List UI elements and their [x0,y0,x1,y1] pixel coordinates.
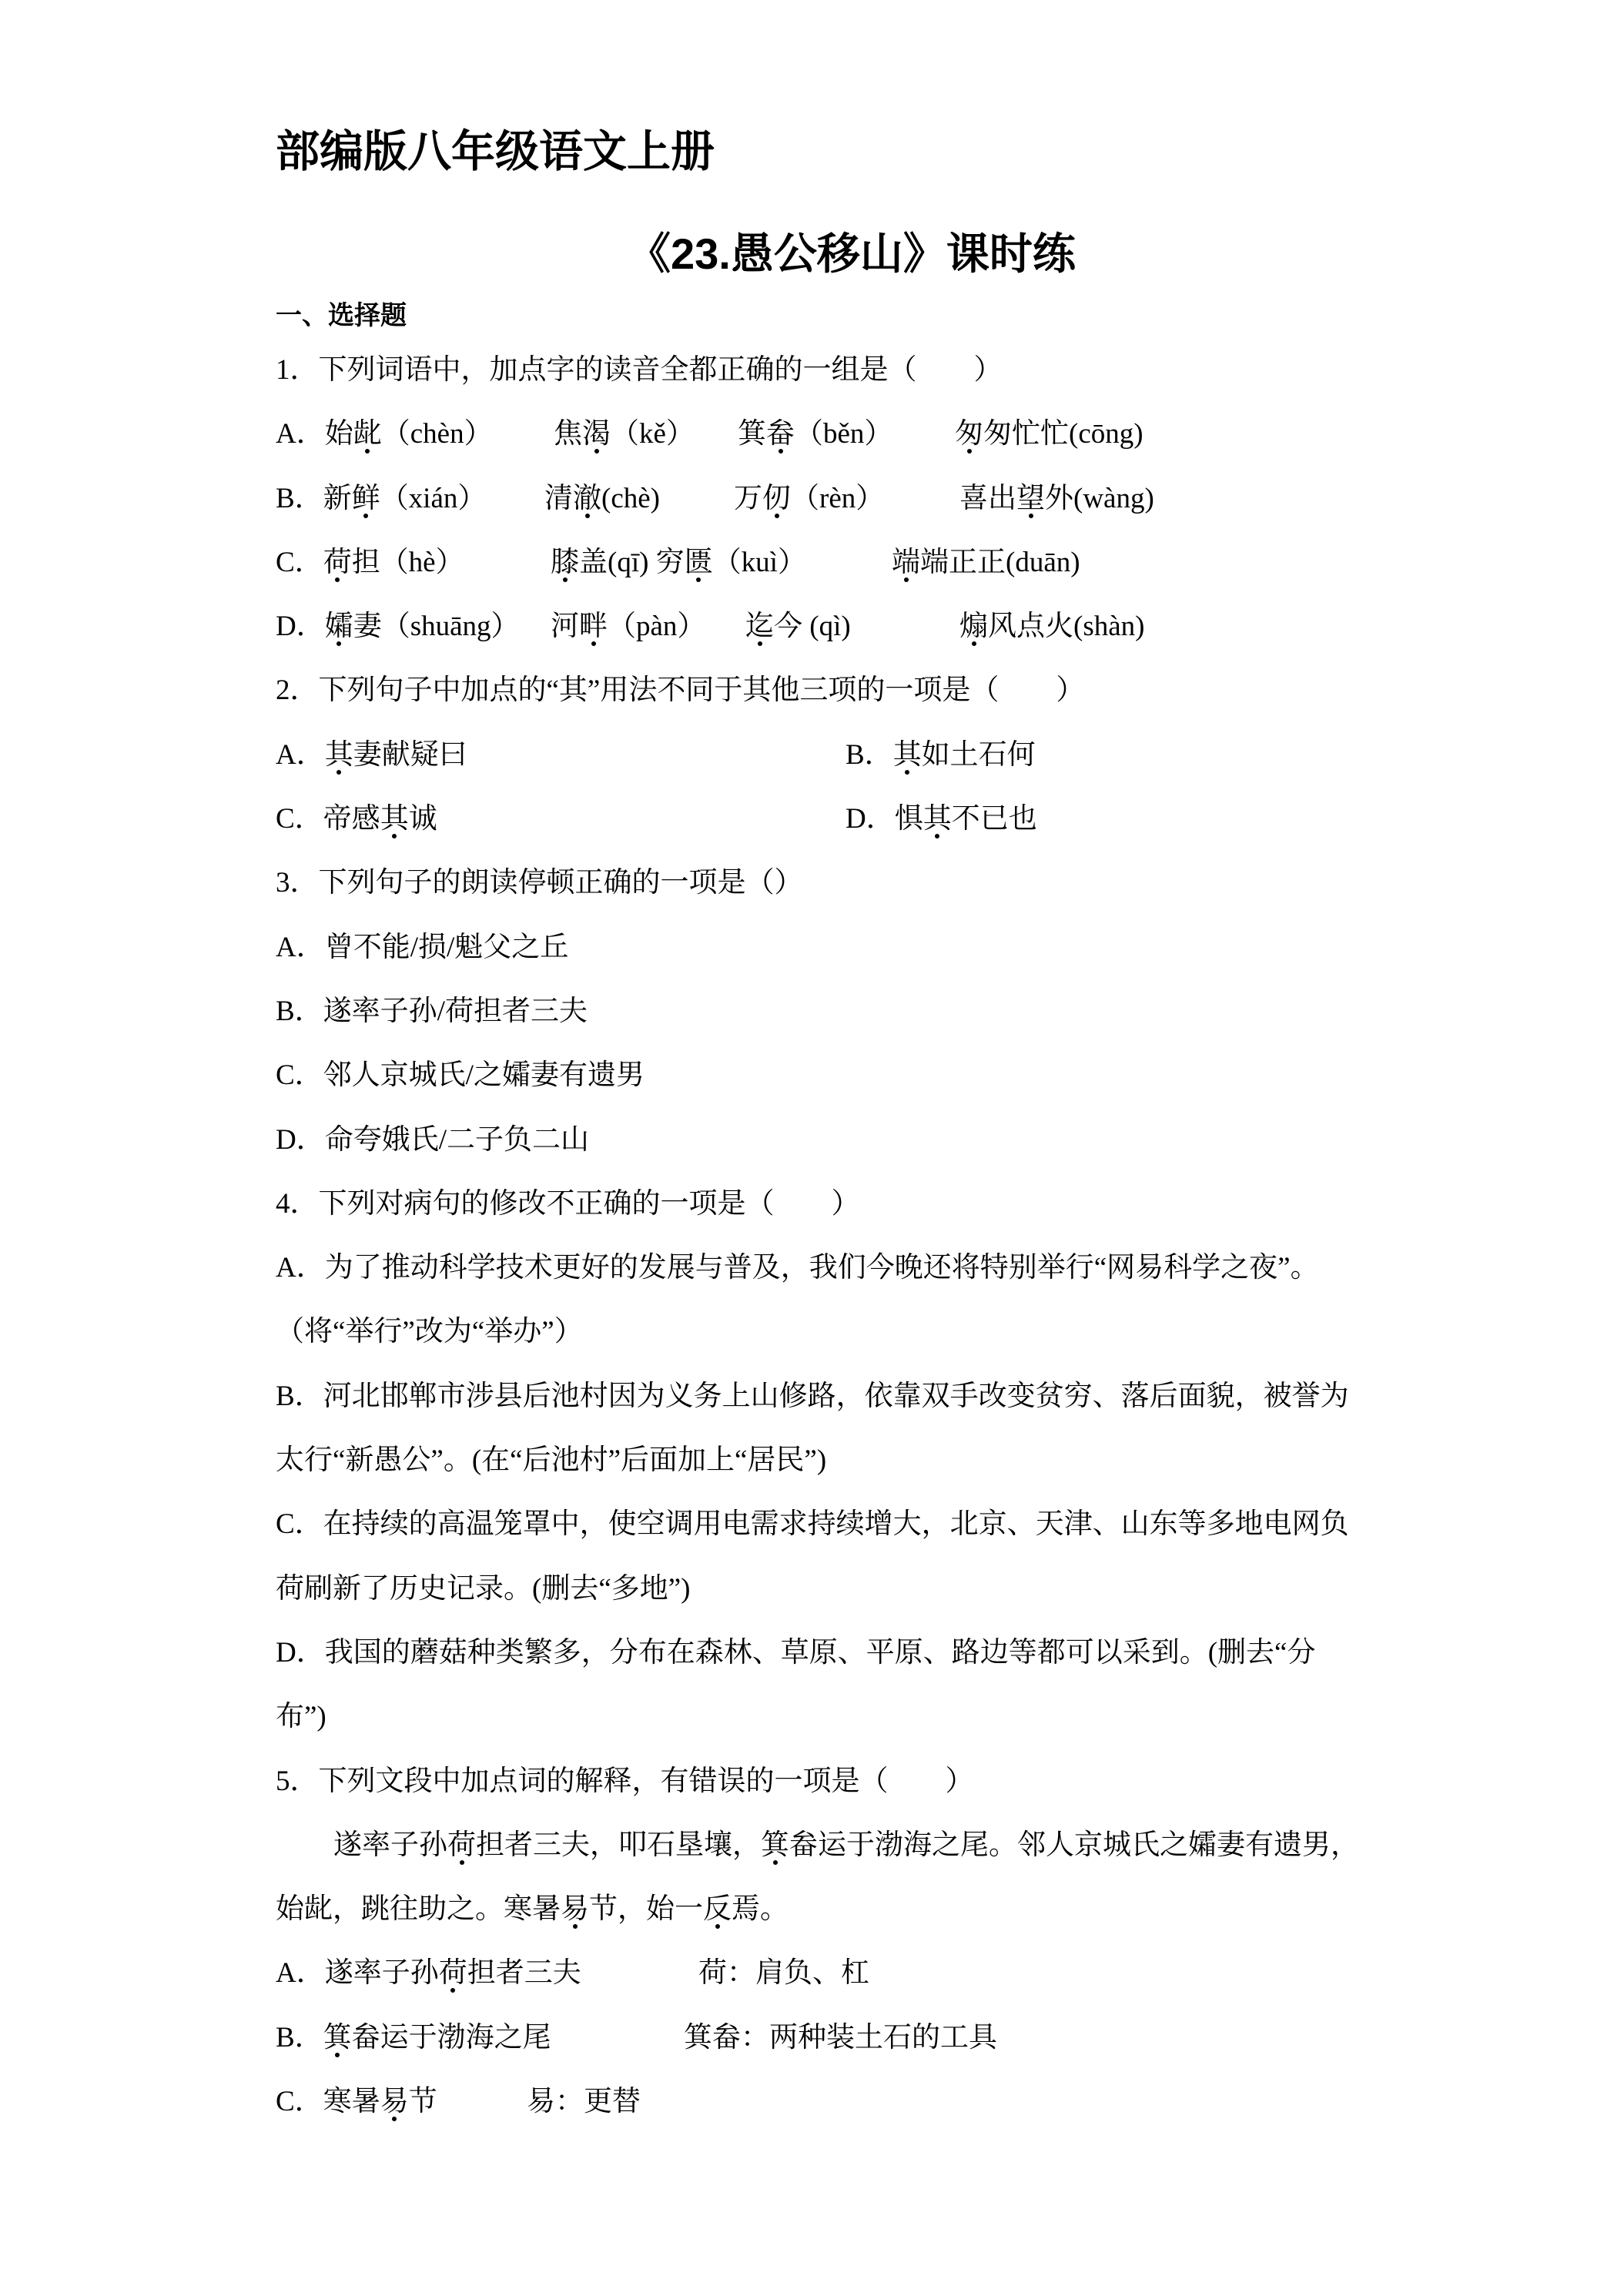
text-run: A．始 [276,418,353,450]
text-run: 如土石何 [921,738,1036,771]
text-run: （pàn） [608,611,706,643]
emphasis-dot-char: 渴 [582,418,611,450]
question-4-option-b [276,1364,1369,1493]
option-item [276,467,486,530]
option-line: （将“举行”改为“举办”） [276,1316,583,1348]
emphasis-dot-char: 端 [892,546,920,578]
option-line: C．在持续的高温笼罩中，使空调用电需求持续增大，北京、天津、山东等多地电网负 [276,1508,1349,1541]
question-3-stem: 3．下列句子的朗读停顿正确的一项是（） [276,867,803,899]
question-2-options-row-2 [276,787,1369,851]
text-run: 今 (qì) [774,611,851,643]
question-5-passage [276,1813,1369,1942]
option-line: B．河北邯郸市涉县后池村因为义务上山修路，依靠双手改变贫穷、落后面貌，被誉为 [276,1380,1349,1412]
question-list [276,338,1369,2134]
emphasis-dot-char: 龀 [353,418,382,450]
question-3-option-b: B．遂率子孙/荷担者三夫 [276,995,588,1027]
passage-line [276,1877,1369,1941]
question-5-option-c [276,2070,1369,2134]
text-run: （chèn） [381,418,493,450]
text-run: 河 [551,611,579,643]
option-item [276,594,520,658]
option-line: D．我国的蘑菇种类繁多，分布在森林、草原、平原、路边等都可以采到。(删去“分 [276,1636,1316,1668]
option-item [276,402,493,466]
text-run: 节，始一 [589,1893,703,1926]
emphasis-dot-char: 易 [561,1893,589,1926]
text-run: 焦 [554,418,582,450]
section-heading: 一、选择题 [276,301,407,330]
emphasis-dot-char: 其 [380,803,409,835]
text-run: 外(wàng) [1045,482,1154,514]
option-item [955,402,1143,466]
text-run: 畚运于渤海之尾。邻人京城氏之孀妻有遗男， [789,1829,1359,1861]
question-5-stem: 5．下列文段中加点词的解释，有错误的一项是（ ） [276,1765,974,1797]
text-run: D． [276,611,325,643]
question-3-option-c: C．邻人京城氏/之孀妻有遗男 [276,1059,645,1092]
emphasis-dot-char: 箕 [323,2021,352,2053]
text-run: 担者三夫 [467,1957,581,1990]
emphasis-dot-char: 易 [380,2086,409,2118]
option-item [738,402,892,466]
question-2-option-d [845,787,1037,851]
question-1-option-a [276,402,1369,466]
option-explanation: 荷：肩负、杠 [698,1957,869,1990]
question-4-option-c [276,1492,1369,1621]
emphasis-dot-char: 荷 [438,1957,467,1990]
option-item [959,594,1144,658]
question-4-option-d [276,1621,1369,1749]
text-run: 畚运于渤海之尾 [351,2021,551,2053]
option-sentence [276,2006,551,2070]
text-run: 万 [734,482,762,514]
emphasis-dot-char: 其 [324,738,353,771]
text-run: 不已也 [951,803,1037,835]
question-2-stem: 2．下列句子中加点的“其”用法不同于其他三项的一项是（ ） [276,674,1085,707]
text-run: B． [845,738,893,771]
text-run: C． [276,546,323,578]
question-5-option-a [276,1941,1369,2005]
text-run: 诚 [408,803,437,835]
option-item [554,402,695,466]
text-run: 喜出 [959,482,1016,514]
text-run: 焉。 [732,1893,789,1926]
option-line: 荷刷新了历史记录。(删去“多地”) [276,1572,691,1605]
option-item [734,467,884,530]
emphasis-dot-char: 鲜 [351,482,380,514]
question-2-option-a [276,723,467,787]
emphasis-dot-char: 望 [1016,482,1045,514]
text-run: 风点火(shàn) [988,611,1145,643]
emphasis-dot-char: 畚 [766,418,795,450]
question-1-option-d [276,594,1369,658]
text-run: （kuì） [712,546,806,578]
option-line: 布”) [276,1701,326,1733]
text-run: 始龀，跳往助之。寒暑 [276,1893,561,1926]
question-3-option-a: A．曾不能/损/魁父之丘 [276,931,569,963]
question-1-option-c [276,530,1369,594]
option-sentence [276,2070,437,2134]
emphasis-dot-char: 孀 [324,611,353,643]
text-run: A．遂率子孙 [276,1957,439,1990]
question-1-option-b [276,467,1369,530]
option-item [551,530,806,594]
text-run: (chè) [601,482,660,514]
book-title: 部编版八年级语文上册 [276,127,715,176]
option-item [892,530,1080,594]
emphasis-dot-char: 畔 [579,611,608,643]
emphasis-dot-char: 荷 [323,546,352,578]
text-run: A． [276,738,325,771]
text-run: 节 [408,2086,437,2118]
text-run: 担者三夫，叩石垦壤， [476,1829,761,1861]
emphasis-dot-char: 反 [703,1893,732,1926]
text-run: 盖(qī) 穷 [579,546,685,578]
text-run: 清 [544,482,573,514]
text-run: （xián） [380,482,487,514]
passage-line [276,1813,1369,1877]
option-item [745,594,851,658]
text-run: 遂率子孙 [333,1829,447,1861]
text-run: 妻献疑曰 [353,738,467,771]
question-4-stem: 4．下列对病句的修改不正确的一项是（ ） [276,1187,860,1220]
lesson-title: 《23.愚公移山》课时练 [628,229,1076,278]
emphasis-dot-char: 仞 [762,482,791,514]
text-run: C．寒暑 [276,2086,380,2118]
option-explanation: 易：更替 [527,2086,641,2118]
option-item [959,467,1154,530]
option-sentence [276,1941,581,2005]
emphasis-dot-char: 膝 [551,546,579,578]
emphasis-dot-char: 其 [922,803,952,835]
text-run: （kě） [611,418,695,450]
text-run: 端正正(duān) [920,546,1080,578]
question-1-stem: 1．下列词语中，加点字的读音全都正确的一组是（ ） [276,354,1003,386]
text-run: B． [276,2021,323,2053]
emphasis-dot-char: 匆 [955,418,983,450]
text-run: D．惧 [845,803,923,835]
question-2-options-row-1 [276,723,1369,787]
emphasis-dot-char: 匮 [684,546,713,578]
emphasis-dot-char: 箕 [761,1829,789,1861]
text-run: 箕 [738,418,766,450]
option-explanation: 箕畚：两种装土石的工具 [684,2021,997,2053]
question-2-option-b [845,723,1036,787]
text-run: 妻（shuāng） [353,611,520,643]
text-run: C．帝感 [276,803,380,835]
text-run: 担（hè） [351,546,464,578]
emphasis-dot-char: 荷 [447,1829,476,1861]
question-2-option-c [276,787,437,851]
emphasis-dot-char: 澈 [573,482,601,514]
question-4-option-a [276,1236,1369,1364]
emphasis-dot-char: 煽 [959,611,988,643]
text-run: （běn） [795,418,893,450]
emphasis-dot-char: 迄 [745,611,774,643]
emphasis-dot-char: 其 [892,738,922,771]
text-run: B．新 [276,482,352,514]
question-5-option-b [276,2006,1369,2070]
text-run: 匆忙忙(cōng) [983,418,1143,450]
option-line: 太行“新愚公”。(在“后池村”后面加上“居民”) [276,1444,827,1477]
question-3-option-d: D．命夸娥氏/二子负二山 [276,1123,589,1156]
option-item [551,594,705,658]
option-line: A．为了推动科学技术更好的发展与普及，我们今晚还将特别举行“网易科学之夜”。 [276,1252,1319,1284]
option-item [276,530,464,594]
text-run: （rèn） [791,482,885,514]
option-item [544,467,660,530]
